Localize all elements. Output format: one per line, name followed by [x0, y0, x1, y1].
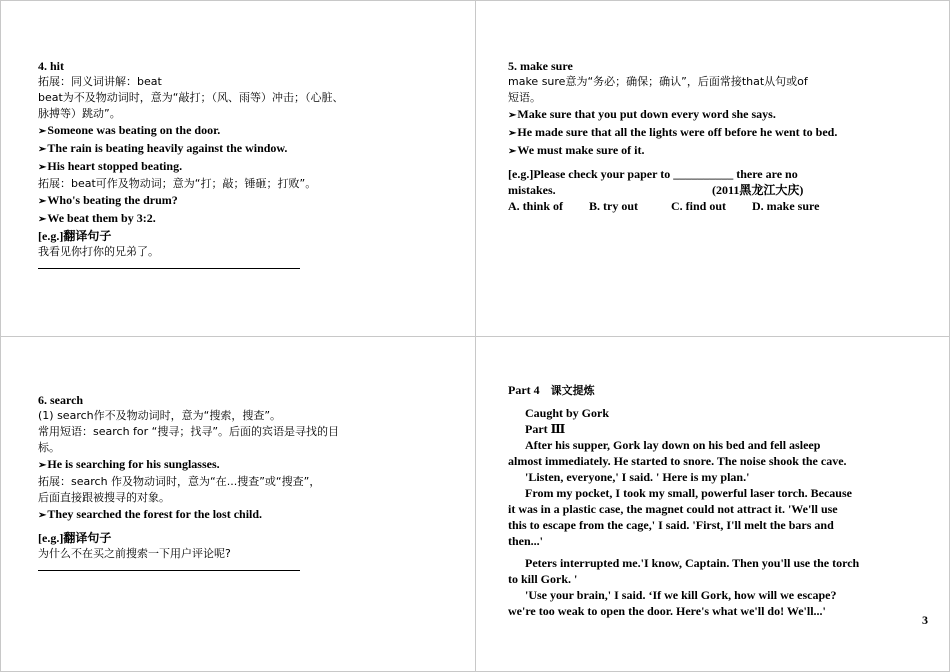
example-sentence: ➢ Someone was beating on the door. — [38, 122, 344, 140]
page-number: 3 — [922, 613, 928, 627]
section-title: 5. make sure — [508, 59, 573, 73]
text-line: beat为不及物动词时，意为“敲打；（风、雨等）冲击；（心脏、 — [38, 91, 344, 104]
part-heading — [508, 382, 859, 399]
text-line: (1) search作不及物动词时，意为“搜索，搜查”。 — [38, 409, 282, 422]
paragraph-line: we're too weak to open the door. Here's what we'll do! We'll...' — [508, 604, 826, 618]
exercise-label: [e.g.]翻译句子 — [38, 531, 112, 545]
example-sentence: ➢ They searched the forest for the lost child. — [38, 506, 339, 524]
paragraph-line: this to escape from the cage,' I said. 'First, I'll melt the bars and — [508, 518, 834, 532]
paragraph-line: almost immediately. He started to snore. The noise shook the cave. — [508, 454, 847, 468]
section-title: 4. hit — [38, 59, 65, 73]
example-sentence: ➢ He is searching for his sunglasses. — [38, 456, 339, 474]
option-a: A. think of — [508, 199, 564, 213]
text-line: 拓展：beat可作及物动词；意为“打；敲；锤砸；打败”。 — [38, 177, 317, 190]
paragraph-line: then...' — [508, 534, 544, 548]
option-d: D. make sure — [752, 199, 820, 213]
part-heading-en: Part 4 — [508, 383, 540, 397]
option-b: B. try out — [589, 199, 638, 213]
paragraph-line: From my pocket, I took my small, powerful laser torch. Because — [525, 486, 852, 500]
text-line: 拓展：search 作及物动词时，意为“在...搜查”或“搜查”， — [38, 475, 321, 488]
horizontal-divider — [0, 336, 950, 337]
answer-line — [38, 260, 300, 269]
text-line: 常用短语：search for “搜寻；找寻”。后面的宾语是寻找的目 — [38, 425, 340, 438]
story-part: Part Ⅲ — [525, 422, 566, 436]
paragraph-line: 'Listen, everyone,' I said. ' Here is my plan.' — [525, 470, 750, 484]
option-c: C. find out — [671, 199, 727, 213]
example-sentence: ➢ Make sure that you put down every word she says. — [508, 106, 848, 124]
translation-task: 我看见你打你的兄弟了。 — [38, 245, 159, 258]
paragraph-line: After his supper, Gork lay down on his bed and fell asleep — [525, 438, 821, 452]
example-sentence: ➢ We must make sure of it. — [508, 142, 848, 160]
text-line: 脉搏等）跳动”。 — [38, 107, 121, 120]
example-sentence: ➢ We beat them by 3:2. — [38, 210, 344, 228]
exercise-question: [e.g.]Please check your paper to __________ there are no — [508, 167, 798, 181]
exercise-label: [e.g.]翻译句子 — [38, 229, 112, 243]
paragraph-line: 'Use your brain,' I said. ‘If we kill Gork, how will we escape? — [525, 588, 837, 602]
text-line: make sure意为“务必；确保；确认”，后面常接that从句或of — [508, 75, 808, 88]
section-search — [38, 392, 339, 571]
example-sentence: ➢ His heart stopped beating. — [38, 158, 344, 176]
paragraph-line: Peters interrupted me.'I know, Captain. Then you'll use the torch — [525, 556, 860, 570]
translation-task: 为什么不在买之前搜索一下用户评论呢? — [38, 547, 231, 560]
section-part4 — [508, 382, 859, 619]
part-heading-cn: 课文提炼 — [550, 384, 595, 397]
answer-line — [38, 562, 300, 571]
section-title: 6. search — [38, 393, 84, 407]
answer-options — [508, 198, 848, 214]
story-title: Caught by Gork — [525, 406, 610, 420]
section-hit — [38, 58, 344, 269]
exercise-question-line2 — [508, 182, 848, 198]
paragraph-line: to kill Gork. ' — [508, 572, 578, 586]
text-line: 标。 — [38, 441, 60, 454]
text-line: 短语。 — [508, 91, 541, 104]
question-text: mistakes. — [508, 183, 556, 197]
question-source: (2011黑龙江大庆) — [712, 183, 804, 197]
text-line: 后面直接跟被搜寻的对象。 — [38, 491, 170, 504]
paragraph-line: it was in a plastic case, the magnet could not attract it. 'We'll use — [508, 502, 838, 516]
example-sentence: ➢ The rain is beating heavily against the window. — [38, 140, 344, 158]
example-sentence: ➢ Who's beating the drum? — [38, 192, 344, 210]
text-line: 拓展：同义词讲解：beat — [38, 75, 162, 88]
example-sentence: ➢ He made sure that all the lights were off before he went to bed. — [508, 124, 848, 142]
section-make-sure — [508, 58, 848, 214]
